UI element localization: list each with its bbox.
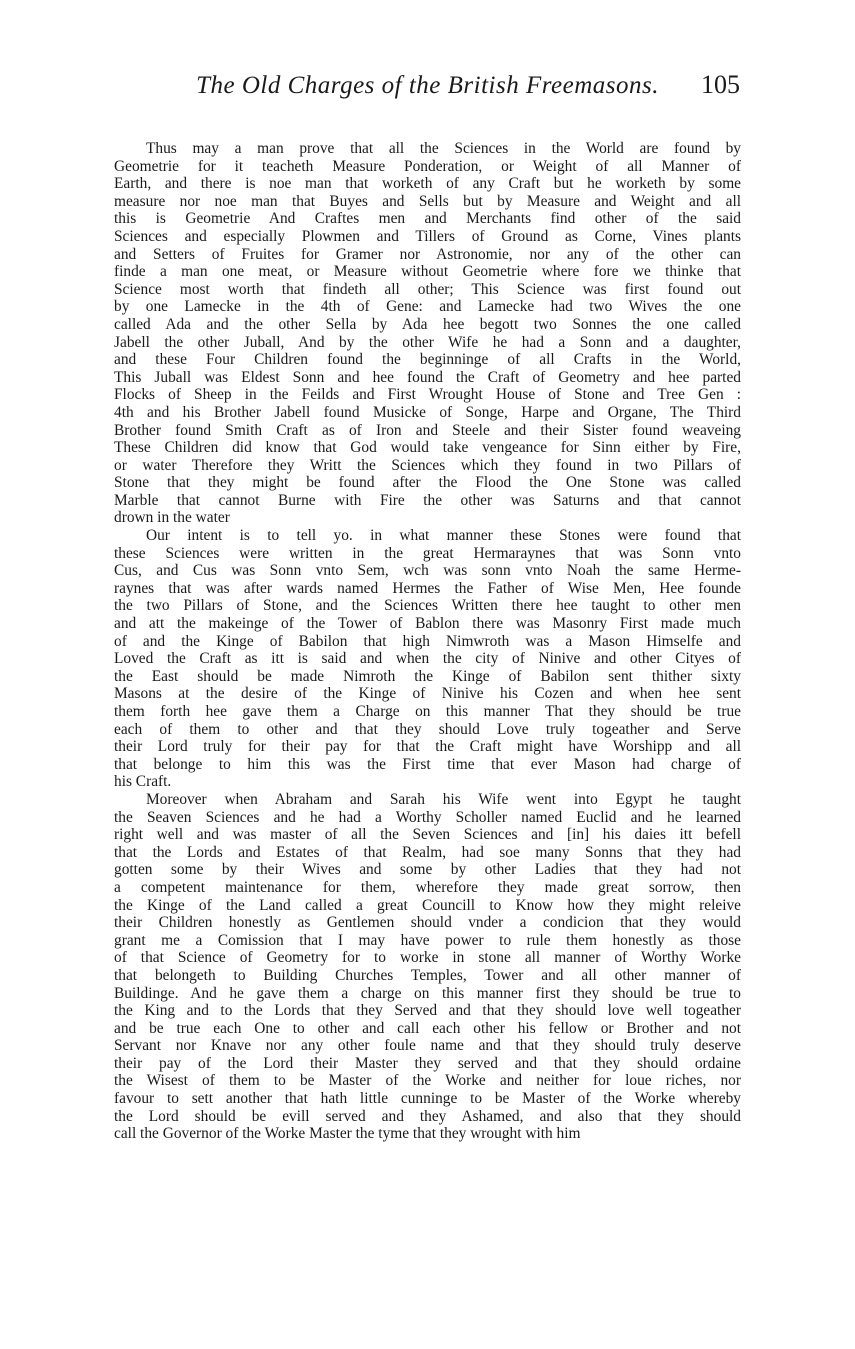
text-line: Our intent is to tell yo. in what manner these Stones were found that xyxy=(146,527,741,545)
body-text xyxy=(114,140,741,1143)
text-line: their pay of the Lord their Master they served and that they should ordaine xyxy=(114,1054,741,1072)
text-line: this is Geometrie And Craftes men and Merchants find other of the said xyxy=(114,210,741,228)
text-line: right well and was master of all the Seven Sciences and [in] his daies itt befell xyxy=(114,826,741,844)
text-line: These Children did know that God would take vengeance for Sinn either by Fire, xyxy=(114,439,741,457)
text-line: Servant nor Knave nor any other foule name and that they should truly deserve xyxy=(114,1037,741,1055)
text-line: Moreover when Abraham and Sarah his Wife went into Egypt he taught xyxy=(146,790,741,808)
text-line: Marble that cannot Burne with Fire the other was Saturns and that cannot xyxy=(114,491,741,509)
text-line: grant me a Comission that I may have power to rule them honestly as those xyxy=(114,931,741,949)
text-line: Earth, and there is noe man that worketh of any Craft but he worketh by some xyxy=(114,175,741,193)
text-line: 4th and his Brother Jabell found Musicke of Songe, Harpe and Organe, The Third xyxy=(114,403,741,421)
text-line: drown in the water xyxy=(114,509,230,527)
text-line: Sciences and especially Plowmen and Tillers of Ground as Corne, Vines plants xyxy=(114,227,741,245)
text-line: the Lord should be evill served and they Ashamed, and also that they should xyxy=(114,1107,741,1125)
text-line: these Sciences were written in the great Hermaraynes that was Sonn vnto xyxy=(114,544,741,562)
text-line: his Craft. xyxy=(114,773,172,791)
text-line: the King and to the Lords that they Served and that they should love well togeather xyxy=(114,1002,741,1020)
text-line: a competent maintenance for them, wherefore they made great sorrow, then xyxy=(114,878,741,896)
text-line: of that Science of Geometry for to worke in stone all manner of Worthy Worke xyxy=(114,949,741,967)
text-line: that belonge to him this was the First time that ever Mason had charge of xyxy=(114,755,741,773)
paragraph xyxy=(114,527,741,791)
page-header xyxy=(140,70,740,100)
text-line: that belongeth to Building Churches Temples, Tower and all other manner of xyxy=(114,966,741,984)
text-line: the Seaven Sciences and he had a Worthy Scholler named Euclid and he learned xyxy=(114,808,741,826)
paragraph xyxy=(114,791,741,1143)
text-line: Loved the Craft as itt is said and when the city of Ninive and other Cityes of xyxy=(114,650,741,668)
text-line: gotten some by their Wives and some by other Ladies that they had not xyxy=(114,861,741,879)
text-line: each of them to other and that they should Love truly togeather and Serve xyxy=(114,720,741,738)
text-line: Geometrie for it teacheth Measure Ponderation, or Weight of all Manner of xyxy=(114,157,741,175)
text-line: called Ada and the other Sella by Ada hee begott two Sonnes the one called xyxy=(114,315,741,333)
paragraph xyxy=(114,140,741,527)
text-line: measure nor noe man that Buyes and Sells but by Measure and Weight and all xyxy=(114,192,741,210)
text-line: raynes that was after wards named Hermes the Father of Wise Men, Hee founde xyxy=(114,579,741,597)
text-line: Buildinge. And he gave them a charge on this manner first they should be true to xyxy=(114,984,741,1002)
text-line: Brother found Smith Craft as of Iron and Steele and their Sister found weaveing xyxy=(114,421,741,439)
running-title: The Old Charges of the British Freemasons. xyxy=(196,72,659,99)
text-line: by one Lamecke in the 4th of Gene: and Lamecke had two Wives the one xyxy=(114,298,741,316)
text-line: Thus may a man prove that all the Sciences in the World are found by xyxy=(146,140,741,157)
text-line: Cus, and Cus was Sonn vnto Sem, wch was sonn vnto Noah the same Herme- xyxy=(114,562,741,580)
text-line: finde a man one meat, or Measure without Geometrie where fore we thinke that xyxy=(114,263,741,281)
text-line: and Setters of Fruites for Gramer nor Astronomie, nor any of the other can xyxy=(114,245,741,263)
text-line: call the Governor of the Worke Master the tyme that they wrought with him xyxy=(114,1125,581,1143)
text-line: their Children honestly as Gentlemen should vnder a condicion that they would xyxy=(114,914,741,932)
text-line: Science most worth that findeth all other; This Science was first found out xyxy=(114,280,741,298)
text-line: their Lord truly for their pay for that the Craft might have Worshipp and all xyxy=(114,738,741,756)
text-line: favour to sett another that hath little cunninge to be Master of the Worke whereby xyxy=(114,1090,741,1108)
text-line: the two Pillars of Stone, and the Sciences Written there hee taught to other men xyxy=(114,597,741,615)
text-line: or water Therefore they Writt the Sciences which they found in two Pillars of xyxy=(114,456,741,474)
text-line: the Wisest of them to be Master of the Worke and neither for loue riches, nor xyxy=(114,1072,741,1090)
page-number: 105 xyxy=(701,70,740,99)
text-line: the East should be made Nimroth the Kinge of Babilon sent thither sixty xyxy=(114,667,741,685)
text-line: Flocks of Sheep in the Feilds and First Wrought House of Stone and Tree Gen : xyxy=(114,386,741,404)
text-line: the Kinge of the Land called a great Councill to Know how they might releive xyxy=(114,896,741,914)
text-line: Jabell the other Juball, And by the other Wife he had a Sonn and a daughter, xyxy=(114,333,741,351)
text-line: them forth hee gave them a Charge on this manner That they should be true xyxy=(114,703,741,720)
text-line: Masons at the desire of the Kinge of Ninive his Cozen and when hee sent xyxy=(114,685,741,703)
text-line: and these Four Children found the beginninge of all Crafts in the World, xyxy=(114,351,741,369)
text-line: Stone that they might be found after the Flood the One Stone was called xyxy=(114,474,741,492)
text-line: and be true each One to other and call each other his fellow or Brother and not xyxy=(114,1019,741,1037)
text-line: This Juball was Eldest Sonn and hee found the Craft of Geometry and hee parted xyxy=(114,368,741,386)
text-line: of and the Kinge of Babilon that high Nimwroth was a Mason Himselfe and xyxy=(114,632,741,650)
text-line: that the Lords and Estates of that Realm, had soe many Sonns that they had xyxy=(114,843,741,861)
text-line: and att the makeinge of the Tower of Bablon there was Masonry First made much xyxy=(114,615,741,633)
